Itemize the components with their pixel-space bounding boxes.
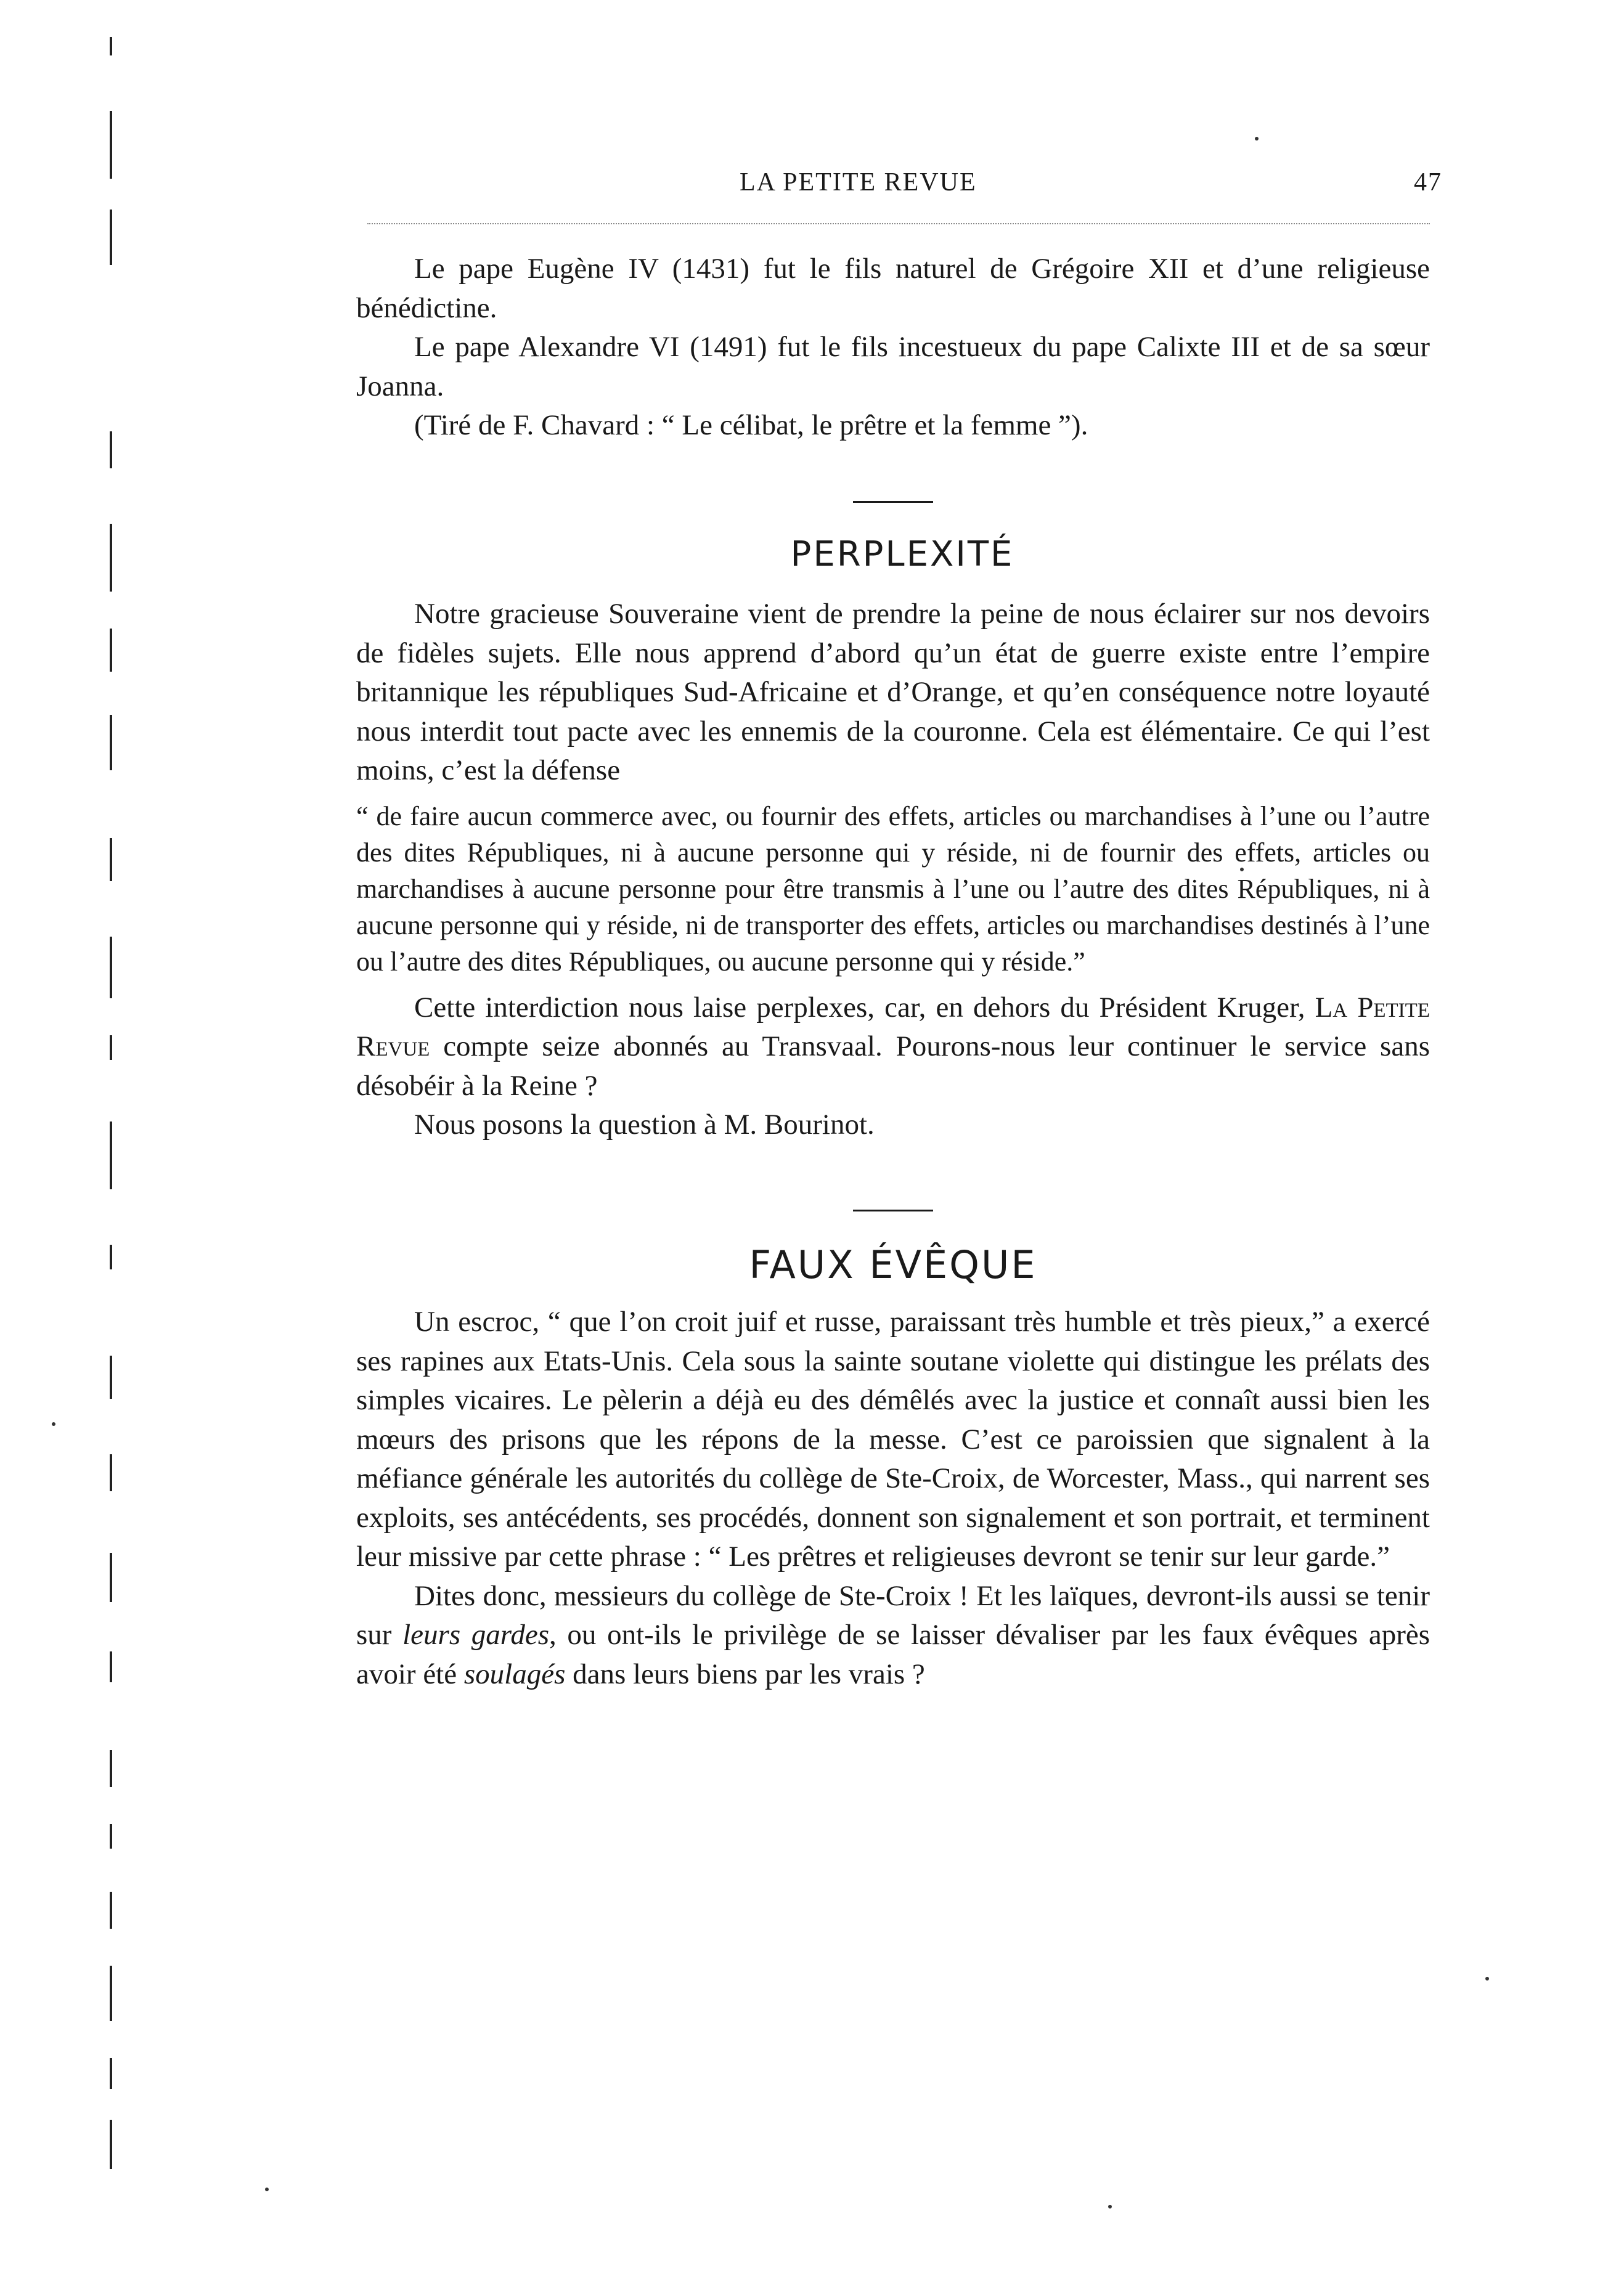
running-head (351, 168, 1442, 205)
scan-speck (1255, 137, 1259, 140)
scan-speck (265, 2188, 269, 2191)
intro-paragraph-1: Le pape Eugène IV (1431) fut le fils naturel de Grégoire XII et d’une religieuse bénédictine. (356, 253, 1430, 324)
faux-eveque-p2-text-a: Dites donc, messieurs du collège de Ste-Croix ! Et les laïques, devront-ils aussi se tenir sur (356, 1579, 1430, 1651)
proclamation-quote: “ de faire aucun commerce avec, ou fournir des effets, articles ou marchandises à l’une ou l’autre des dites Républiques, ni à aucune personne qui y réside, ni de fournir des effets, articles ou marchandises à aucune personne pour être transmis à l’une ou l’autre des dites Républiques, ni à aucune personne qui y réside, ni de transporter des effets, articles ou marchandises destinés à l’une ou l’autre des dites Républiques, ou aucune personne qui y réside.” (356, 800, 1430, 977)
scan-speck (1108, 2205, 1112, 2208)
faux-eveque-p2-text-c: dans leurs biens par les vrais ? (565, 1658, 925, 1690)
section-divider (853, 1210, 933, 1211)
intro-paragraph-2: Le pape Alexandre VI (1491) fut le fils incestueux du pape Calixte III et de sa sœur Joanna. (356, 331, 1430, 402)
binding-edge-marks (110, 37, 116, 2181)
section-divider (853, 501, 933, 503)
faux-eveque-p2-text-b: , ou ont-ils le privilège de se laisser dévaliser par les faux évêques après avoir été (356, 1619, 1430, 1690)
perplexite-paragraph-3: Nous posons la question à M. Bourinot. (414, 1109, 875, 1141)
article-body (356, 250, 1430, 1694)
faux-eveque-paragraph-2 (356, 1577, 1430, 1695)
perplexite-p2-text-b: compte seize abonnés au Transvaal. Pourons-nous leur continuer le service sans désobéir à la Reine ? (356, 1030, 1430, 1102)
scan-speck (52, 1422, 55, 1426)
italic-phrase-leurs-gardes: leurs gardes (402, 1619, 549, 1651)
scan-speck (1485, 1977, 1489, 1981)
page-number: 47 (1414, 168, 1442, 197)
section-heading-perplexite: PERPLEXITÉ (790, 534, 1014, 574)
section-heading-faux-eveque: FAUX ÉVÊQUE (749, 1242, 1037, 1287)
intro-citation: (Tiré de F. Chavard : “ Le célibat, le prêtre et la femme ”). (414, 409, 1088, 441)
faux-eveque-paragraph-1: Un escroc, “ que l’on croit juif et russe, paraissant très humble et très pieux,” a exercé ses rapines aux Etats-Unis. Cela sous la sainte soutane violette qui distingue les prélats des simples vicaires. Le pèlerin a déjà eu des démêlés avec la justice et connaît aussi bien les mœurs des prisons que les répons de la messe. C’est ce paroissien que signalent à la méfiance générale les autorités du collège de Ste-Croix, de Worcester, Mass., qui narrent ses exploits, ses antécédents, ses procédés, donnent son signalement et son portrait, et terminent leur missive par cette phrase : “ Les prêtres et religieuses devront se tenir sur leur garde.” (356, 1306, 1430, 1573)
perplexite-paragraph-2 (356, 988, 1430, 1106)
perplexite-paragraph-1: Notre gracieuse Souveraine vient de prendre la peine de nous éclairer sur nos devoirs de fidèles sujets. Elle nous apprend d’abord qu’un état de guerre existe entre l’empire britannique les républiques Sud-Africaine et d’Orange, et qu’en conséquence notre loyauté nous interdit tout pacte avec les ennemis de la couronne. Cela est élémentaire. Ce qui l’est moins, c’est la défense (356, 598, 1430, 786)
header-rule (367, 223, 1430, 224)
running-head-title: LA PETITE REVUE (740, 168, 977, 197)
publication-name: La Petite Revue (356, 991, 1430, 1062)
perplexite-p2-text-a: Cette interdiction nous laise perplexes, car, en dehors du Président Kruger, (414, 991, 1315, 1024)
italic-word-soulages: soulagés (463, 1658, 566, 1690)
